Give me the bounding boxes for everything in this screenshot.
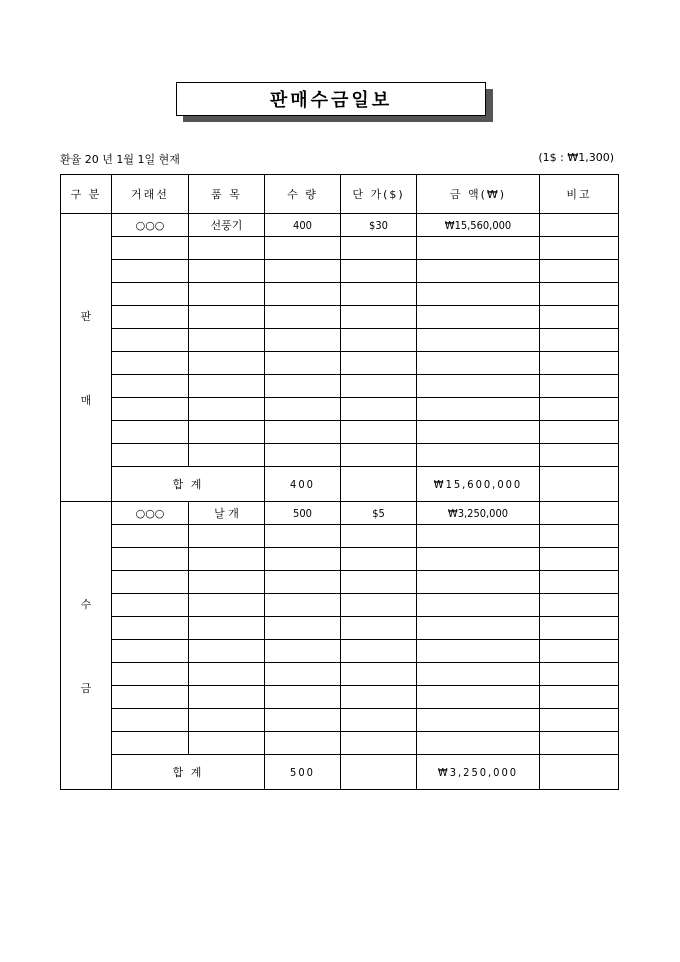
exchange-rate-label: (1$ : ₩1,300) <box>538 151 614 164</box>
category-char: 매 <box>80 393 92 407</box>
quantity-cell[interactable] <box>265 571 341 594</box>
header-amount: 금 액(₩) <box>417 175 540 214</box>
amount-cell[interactable] <box>417 686 540 709</box>
amount-cell[interactable] <box>417 663 540 686</box>
table-row <box>61 686 619 709</box>
header-item: 품 목 <box>189 175 265 214</box>
note-cell[interactable] <box>540 663 619 686</box>
quantity-cell[interactable] <box>265 686 341 709</box>
unit-price-cell[interactable] <box>341 306 417 329</box>
client-cell[interactable] <box>112 709 189 732</box>
item-cell[interactable] <box>189 732 265 755</box>
amount-cell[interactable] <box>417 548 540 571</box>
client-cell[interactable] <box>112 375 189 398</box>
item-cell[interactable] <box>189 686 265 709</box>
item-cell[interactable] <box>189 548 265 571</box>
header-note: 비고 <box>540 175 619 214</box>
unit-price-cell[interactable] <box>341 686 417 709</box>
amount-cell[interactable] <box>417 617 540 640</box>
total-row <box>61 755 619 790</box>
unit-price-cell[interactable] <box>341 237 417 260</box>
unit-price-cell[interactable] <box>341 617 417 640</box>
total-quantity: 400 <box>265 467 341 502</box>
unit-price-cell[interactable] <box>341 444 417 467</box>
client-cell[interactable] <box>112 306 189 329</box>
item-cell[interactable] <box>189 352 265 375</box>
table-row <box>61 375 619 398</box>
table-row <box>61 260 619 283</box>
client-cell[interactable]: ○○○ <box>112 502 189 525</box>
table-row <box>61 548 619 571</box>
note-cell[interactable] <box>540 352 619 375</box>
client-cell[interactable] <box>112 571 189 594</box>
item-cell[interactable] <box>189 283 265 306</box>
item-cell[interactable] <box>189 329 265 352</box>
client-cell[interactable] <box>112 525 189 548</box>
note-cell[interactable] <box>540 375 619 398</box>
table-row <box>61 594 619 617</box>
category-cell <box>61 214 112 502</box>
client-cell[interactable] <box>112 663 189 686</box>
client-cell[interactable] <box>112 283 189 306</box>
category-char: 수 <box>80 597 92 611</box>
quantity-cell[interactable] <box>265 594 341 617</box>
amount-cell[interactable] <box>417 352 540 375</box>
client-cell[interactable] <box>112 352 189 375</box>
note-cell[interactable] <box>540 548 619 571</box>
quantity-cell[interactable] <box>265 617 341 640</box>
note-cell[interactable] <box>540 306 619 329</box>
client-cell[interactable] <box>112 732 189 755</box>
note-cell[interactable] <box>540 525 619 548</box>
unit-price-cell[interactable] <box>341 260 417 283</box>
header-category: 구 분 <box>61 175 112 214</box>
note-cell[interactable] <box>540 237 619 260</box>
category-char: 금 <box>80 681 92 695</box>
item-cell[interactable] <box>189 375 265 398</box>
quantity-cell[interactable] <box>265 640 341 663</box>
amount-cell[interactable] <box>417 571 540 594</box>
total-note <box>540 755 619 790</box>
amount-cell[interactable]: ₩3,250,000 <box>417 502 540 525</box>
unit-price-cell[interactable] <box>341 421 417 444</box>
note-cell[interactable] <box>540 594 619 617</box>
table-row <box>61 352 619 375</box>
note-cell[interactable] <box>540 283 619 306</box>
note-cell[interactable] <box>540 502 619 525</box>
table-row <box>61 421 619 444</box>
note-cell[interactable] <box>540 686 619 709</box>
unit-price-cell[interactable] <box>341 548 417 571</box>
total-amount: ₩3,250,000 <box>417 755 540 790</box>
total-amount: ₩15,600,000 <box>417 467 540 502</box>
table-row <box>61 398 619 421</box>
item-cell[interactable] <box>189 525 265 548</box>
unit-price-cell[interactable] <box>341 352 417 375</box>
table-row <box>61 306 619 329</box>
quantity-cell[interactable]: 500 <box>265 502 341 525</box>
total-label: 합 계 <box>112 467 265 502</box>
unit-price-cell[interactable] <box>341 732 417 755</box>
client-cell[interactable] <box>112 260 189 283</box>
unit-price-cell[interactable] <box>341 525 417 548</box>
total-unit-price <box>341 755 417 790</box>
amount-cell[interactable] <box>417 421 540 444</box>
amount-cell[interactable]: ₩15,560,000 <box>417 214 540 237</box>
client-cell[interactable] <box>112 444 189 467</box>
table-row <box>61 502 619 525</box>
unit-price-cell[interactable] <box>341 375 417 398</box>
client-cell[interactable] <box>112 548 189 571</box>
unit-price-cell[interactable] <box>341 594 417 617</box>
item-cell[interactable] <box>189 260 265 283</box>
item-cell[interactable] <box>189 444 265 467</box>
note-cell[interactable] <box>540 444 619 467</box>
note-cell[interactable] <box>540 214 619 237</box>
item-cell[interactable] <box>189 306 265 329</box>
category-char: 판 <box>80 309 92 323</box>
header-client: 거래선 <box>112 175 189 214</box>
header-unit-price: 단 가($) <box>341 175 417 214</box>
header-quantity: 수 량 <box>265 175 341 214</box>
quantity-cell[interactable] <box>265 525 341 548</box>
quantity-cell[interactable] <box>265 421 341 444</box>
amount-cell[interactable] <box>417 375 540 398</box>
amount-cell[interactable] <box>417 398 540 421</box>
item-cell[interactable] <box>189 237 265 260</box>
page-title: 판매수금일보 <box>176 82 486 116</box>
amount-cell[interactable] <box>417 525 540 548</box>
table-row <box>61 444 619 467</box>
table-row <box>61 329 619 352</box>
note-cell[interactable] <box>540 329 619 352</box>
unit-price-cell[interactable] <box>341 283 417 306</box>
total-unit-price <box>341 467 417 502</box>
item-cell[interactable]: 선풍기 <box>189 214 265 237</box>
note-cell[interactable] <box>540 732 619 755</box>
quantity-cell[interactable] <box>265 663 341 686</box>
amount-cell[interactable] <box>417 260 540 283</box>
item-cell[interactable] <box>189 594 265 617</box>
note-cell[interactable] <box>540 421 619 444</box>
table-row <box>61 732 619 755</box>
item-cell[interactable]: 날 개 <box>189 502 265 525</box>
table-row <box>61 617 619 640</box>
quantity-cell[interactable] <box>265 398 341 421</box>
exchange-date-label: 환율 20 년 1월 1일 현재 <box>60 153 180 166</box>
client-cell[interactable] <box>112 329 189 352</box>
client-cell[interactable] <box>112 686 189 709</box>
unit-price-cell[interactable] <box>341 709 417 732</box>
table-row <box>61 214 619 237</box>
unit-price-cell[interactable] <box>341 571 417 594</box>
quantity-cell[interactable] <box>265 306 341 329</box>
client-cell[interactable] <box>112 640 189 663</box>
note-cell[interactable] <box>540 617 619 640</box>
table-row <box>61 571 619 594</box>
table-row <box>61 237 619 260</box>
amount-cell[interactable] <box>417 329 540 352</box>
table-row <box>61 709 619 732</box>
quantity-cell[interactable] <box>265 237 341 260</box>
item-cell[interactable] <box>189 571 265 594</box>
amount-cell[interactable] <box>417 709 540 732</box>
item-cell[interactable] <box>189 398 265 421</box>
note-cell[interactable] <box>540 640 619 663</box>
unit-price-cell[interactable]: $30 <box>341 214 417 237</box>
amount-cell[interactable] <box>417 444 540 467</box>
item-cell[interactable] <box>189 617 265 640</box>
client-cell[interactable] <box>112 237 189 260</box>
unit-price-cell[interactable] <box>341 663 417 686</box>
item-cell[interactable] <box>189 663 265 686</box>
note-cell[interactable] <box>540 571 619 594</box>
quantity-cell[interactable] <box>265 260 341 283</box>
table-row <box>61 663 619 686</box>
client-cell[interactable]: ○○○ <box>112 214 189 237</box>
unit-price-cell[interactable] <box>341 640 417 663</box>
note-cell[interactable] <box>540 398 619 421</box>
quantity-cell[interactable]: 400 <box>265 214 341 237</box>
amount-cell[interactable] <box>417 237 540 260</box>
total-label: 합 계 <box>112 755 265 790</box>
client-cell[interactable] <box>112 421 189 444</box>
quantity-cell[interactable] <box>265 375 341 398</box>
amount-cell[interactable] <box>417 732 540 755</box>
client-cell[interactable] <box>112 398 189 421</box>
note-cell[interactable] <box>540 709 619 732</box>
amount-cell[interactable] <box>417 283 540 306</box>
ledger-table <box>60 174 619 790</box>
amount-cell[interactable] <box>417 306 540 329</box>
table-row <box>61 283 619 306</box>
quantity-cell[interactable] <box>265 329 341 352</box>
table-row <box>61 525 619 548</box>
header-row <box>61 175 619 214</box>
quantity-cell[interactable] <box>265 352 341 375</box>
amount-cell[interactable] <box>417 640 540 663</box>
unit-price-cell[interactable] <box>341 329 417 352</box>
table-row <box>61 640 619 663</box>
quantity-cell[interactable] <box>265 444 341 467</box>
unit-price-cell[interactable]: $5 <box>341 502 417 525</box>
note-cell[interactable] <box>540 260 619 283</box>
amount-cell[interactable] <box>417 594 540 617</box>
quantity-cell[interactable] <box>265 283 341 306</box>
item-cell[interactable] <box>189 709 265 732</box>
unit-price-cell[interactable] <box>341 398 417 421</box>
total-quantity: 500 <box>265 755 341 790</box>
item-cell[interactable] <box>189 421 265 444</box>
quantity-cell[interactable] <box>265 548 341 571</box>
total-row <box>61 467 619 502</box>
item-cell[interactable] <box>189 640 265 663</box>
total-note <box>540 467 619 502</box>
category-cell <box>61 502 112 790</box>
quantity-cell[interactable] <box>265 732 341 755</box>
quantity-cell[interactable] <box>265 709 341 732</box>
client-cell[interactable] <box>112 617 189 640</box>
client-cell[interactable] <box>112 594 189 617</box>
